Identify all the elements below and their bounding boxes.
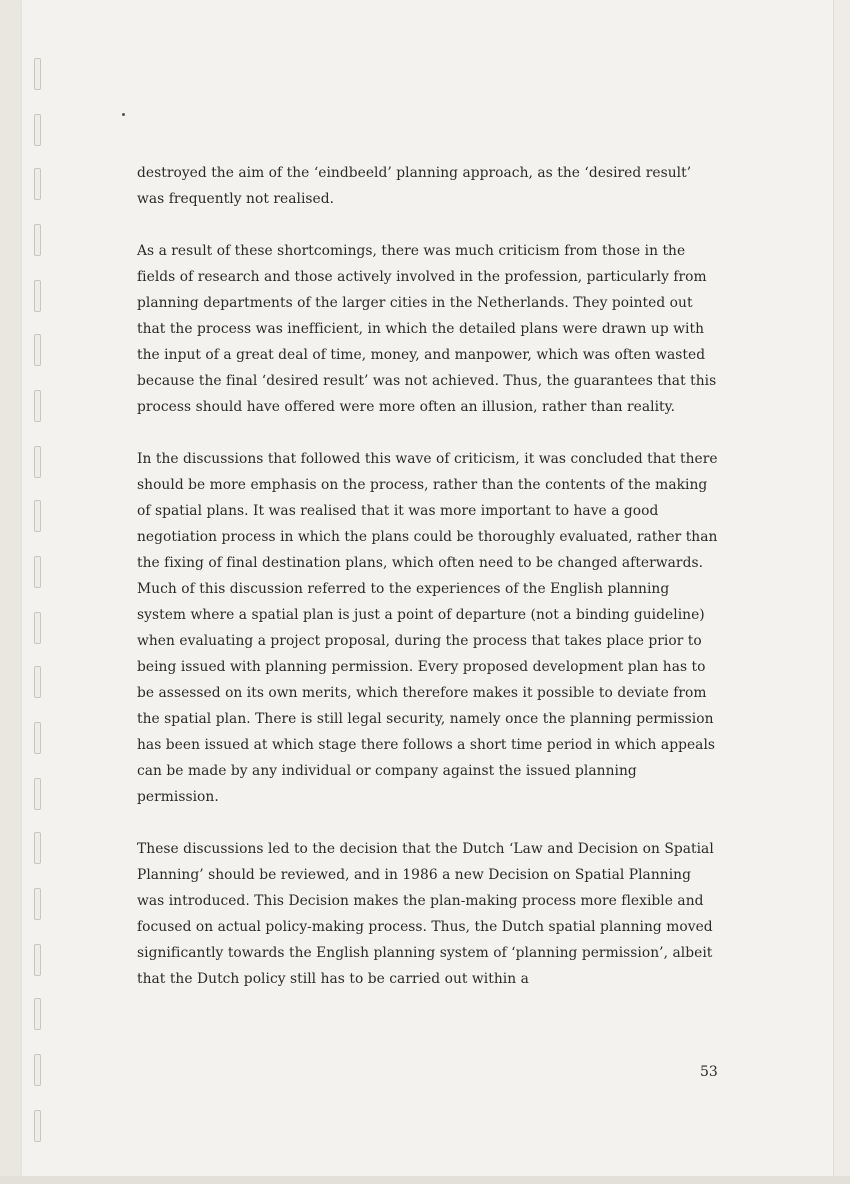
binding-hole [34, 944, 41, 976]
binding-hole [34, 1054, 41, 1086]
binding-hole [34, 58, 41, 90]
binding-hole [34, 390, 41, 422]
binding-hole [34, 778, 41, 810]
paragraph: As a result of these shortcomings, there was much criticism from those in the fields of research and those actively involved in the profession, particularly from planning departments of the larger cities in the Netherlands. They pointed out that the process was inefficient, in which the detailed plans were drawn up with the input of a great deal of time, money, and manpower, which was often wasted because the final ‘desired result’ was not achieved. Thus, the guarantees that this process should have offered were more often an illusion, rather than reality. [137, 243, 717, 415]
binding-hole [34, 612, 41, 644]
body-text [137, 160, 722, 1018]
binding-hole [34, 888, 41, 920]
binding-hole [34, 1110, 41, 1142]
paragraph: These discussions led to the decision that the Dutch ‘Law and Decision on Spatial Planning’ should be reviewed, and in 1986 a new Decision on Spatial Planning was introduced. This Decision makes the plan-making process more flexible and focused on actual policy-making process. Thus, the Dutch spatial planning moved significantly towards the English planning system of ‘planning permission’, albeit that the Dutch policy still has to be carried out within a [137, 841, 714, 987]
binding-hole [34, 280, 41, 312]
binding-hole [34, 168, 41, 200]
binding-hole [34, 224, 41, 256]
paragraph: In the discussions that followed this wave of criticism, it was concluded that there should be more emphasis on the process, rather than the contents of the making of spatial plans. It was realised that it was more important to have a good negotiation process in which the plans could be thoroughly evaluated, rather than the fixing of final destination plans, which often need to be changed afterwards. Much of this discussion referred to the experiences of the English planning system where a spatial plan is just a point of departure (not a binding guideline) when evaluating a project proposal, during the process that takes place prior to being issued with planning permission. Every proposed development plan has to be assessed on its own merits, which therefore makes it possible to deviate from the spatial plan. There is still legal security, namely once the planning permission has been issued at which stage there follows a short time period in which appeals can be made by any individual or company against the issued planning permission. [137, 451, 718, 805]
binding-hole [34, 666, 41, 698]
binding-hole [34, 998, 41, 1030]
paragraph: destroyed the aim of the ‘eindbeeld’ planning approach, as the ‘desired result’ was frequently not realised. [137, 165, 692, 207]
binding-hole [34, 832, 41, 864]
binding-hole [34, 722, 41, 754]
binding-hole [34, 334, 41, 366]
ink-dot [122, 113, 125, 116]
bottom-edge [0, 1176, 850, 1184]
next-page-edge [833, 0, 850, 1184]
binding-hole [34, 556, 41, 588]
binding-hole [34, 446, 41, 478]
page-number: 53 [700, 1064, 718, 1080]
binding-hole [34, 114, 41, 146]
binding-hole [34, 500, 41, 532]
